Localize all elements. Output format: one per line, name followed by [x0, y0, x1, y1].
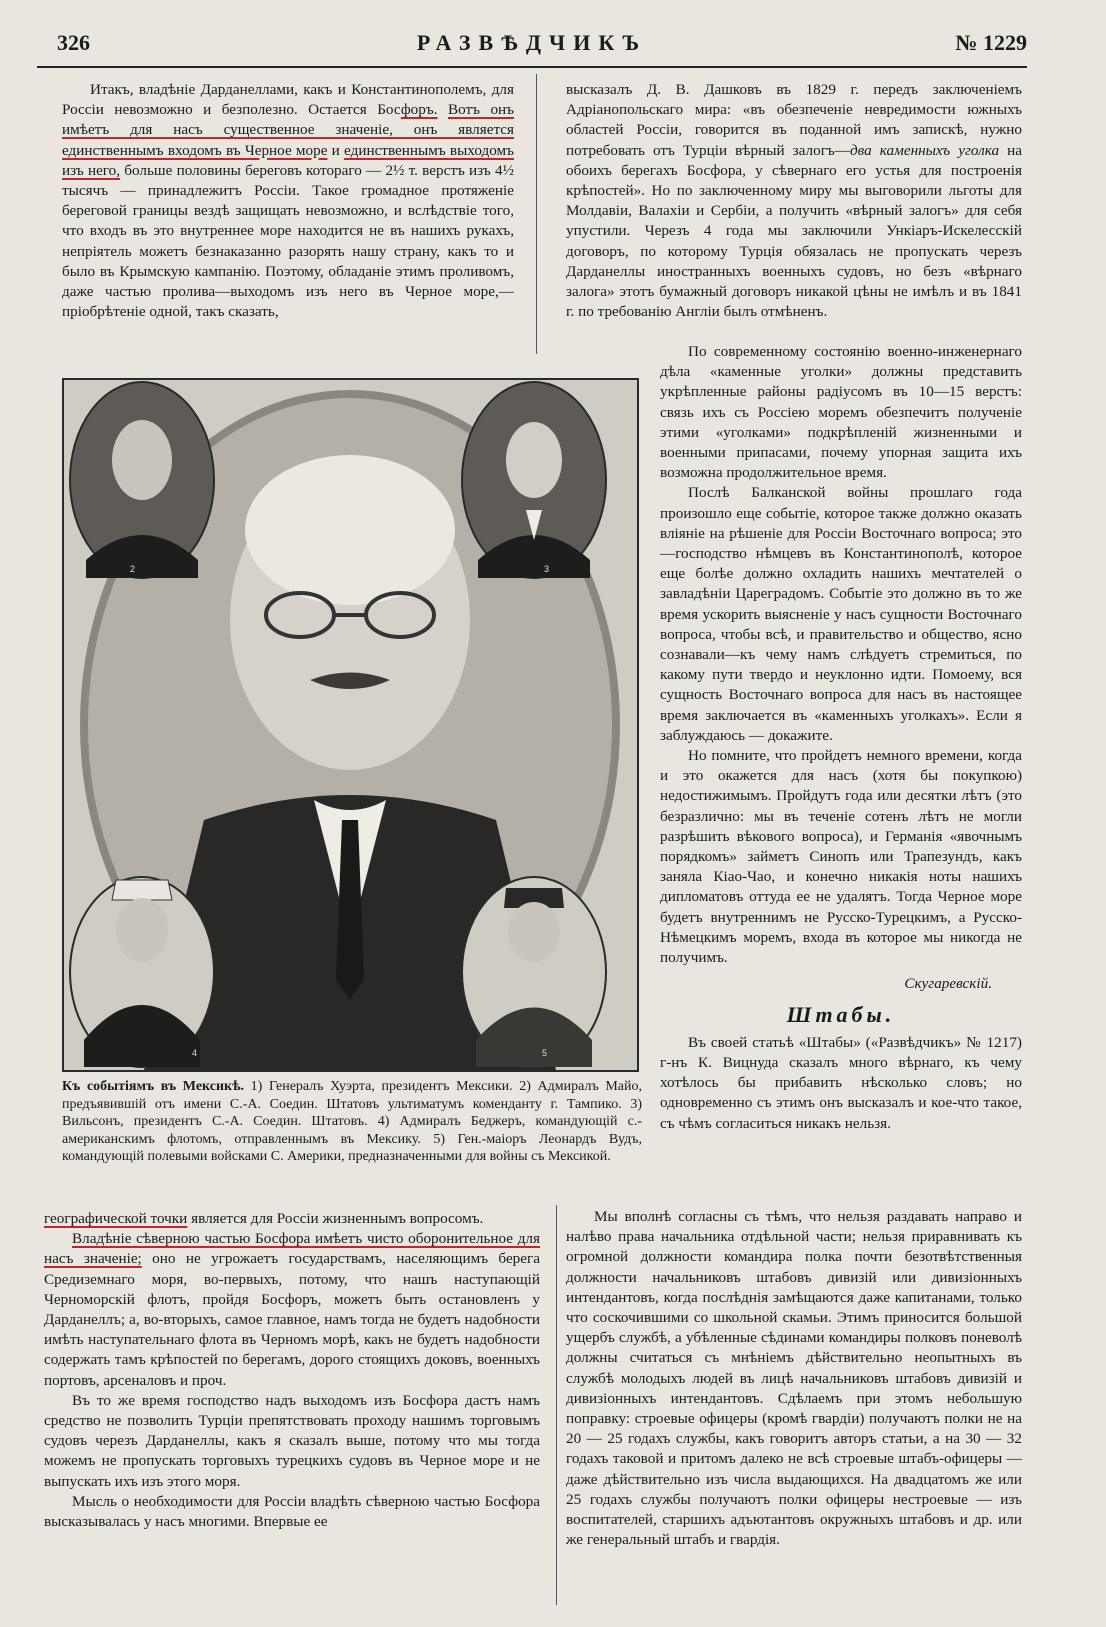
portrait-label-2: 2 [130, 564, 136, 574]
paragraph: высказалъ Д. В. Дашковъ въ 1829 г. передъ заключеніемъ Адріанопольскаго мира: «въ обезпеченіе невредимости южныхъ областей Россіи, говорится въ поданной имъ запискѣ, нужно потребовать отъ Турціи вѣрный залогъ—два каменныхъ уголка на обоихъ берегахъ Босфора, у сѣвернаго его устья для построенія крѣпостей». Но по заключенному миру мы выговорили льготы для Молдавіи, Валахіи и Сербіи, а получить «вѣрный залогъ» для себя упустили. Черезъ 4 года мы заключили Ункіаръ-Искелесскій договоръ, по которому Турція обязалась не пропускать черезъ Дарданеллы иностранныхъ военныхъ судовъ, но безъ «вѣрнаго залога» этотъ бумажный договоръ никакой цѣны не имѣлъ и въ 1841 г. по требованію Англіи былъ отмѣненъ. [566, 81, 1022, 321]
underlined-text: единственнымъ выходомъ изъ него, [62, 141, 514, 179]
page-header [37, 30, 1027, 66]
underlined-text: Вотъ онъ имѣетъ для насъ существенное значеніе, онъ является единственнымъ входомъ въ Черное море [62, 101, 515, 159]
underlined-text: Владѣніе сѣверною частью Босфора имѣетъ чисто оборонительное для насъ значеніе; [44, 1230, 540, 1268]
paragraph: Мысль о необходимости для Россіи владѣть сѣверною частью Босфора высказывалась у насъ многими. Впервые ее [44, 1492, 540, 1531]
author-signature: Скугаревскій. [904, 975, 992, 993]
caption-text: 1) Генералъ Хуэрта, президентъ Мексики. 2) Адмиралъ Майо, предъявившій отъ имени С.-А. Соедин. Штатовъ ультиматумъ коменданту г. Тампико. 3) Вильсонъ, президентъ С.-А. Соедин. Штатовъ. 4) Адмиралъ Беджеръ, командующій с.-американскимъ флотомъ, отправленнымъ въ Мексику. 5) Ген.-маіоръ Леонардъ Вудъ, командующій полевыми войсками С. Америки, предназначенными для войны съ Мексикой. [62, 1079, 642, 1164]
paragraph: Въ своей статьѣ «Штабы» («Развѣдчикъ» № 1217) г-нъ К. Вицнуда сказалъ много вѣрнаго, къ чему хотѣлось бы прибавить нѣсколько словъ; но одновременно съ этимъ онъ высказалъ и кое-что такое, съ чѣмъ согласиться никакъ нельзя. [660, 1033, 1022, 1132]
underlined-text: форъ. [400, 101, 438, 119]
paragraph: Въ то же время господство надъ выходомъ изъ Босфора дастъ намъ средство не позволить Турціи препятствовать проходу нашимъ торговымъ судовъ черезъ Дарданеллы, какъ я сказалъ выше, потому что мы тогда можемъ не пропускать торговыхъ турецкихъ судовъ въ Черное море и не выпускать ихъ изъ этого моря. [44, 1391, 540, 1490]
column-divider-top [536, 74, 537, 354]
column-divider-bottom [556, 1205, 557, 1605]
paragraph: Но помните, что пройдетъ немного времени, когда и это окажется для насъ (хотя бы покупкою) недостижимымъ. Пройдутъ года или десятки лѣтъ (это безразлично: мы въ теченіе сотенъ лѣтъ не могли разрѣшить вѣкового вопроса), и Германія «явочнымъ порядкомъ» займетъ Синопъ или Трапезундъ, какъ заняла Кіао-Чао, и конечно никакія ноты нашихъ дипломатовъ оттуда ее не удалятъ. Тогда Черное море будетъ внутреннимъ не Русско-Турецкимъ, а Русско-Нѣмецкимъ моремъ, входа въ которое мы никогда не получимъ. [660, 747, 1022, 967]
masthead-title: РАЗВѢДЧИКЪ [416, 30, 648, 55]
left-column-bottom [44, 1209, 540, 1532]
left-column-top [62, 80, 514, 322]
section-title: Штабы. [786, 1001, 896, 1027]
underlined-text: географической точки [44, 1210, 188, 1227]
paragraph: Мы вполнѣ согласны съ тѣмъ, что нельзя раздавать направо и налѣво права начальника отдѣльной части; нельзя приравнивать къ огромной должности командира полка почти безотвѣтственныя должности начальниковъ штабовъ дивизій или дивизіонныхъ интендантовъ, когда послѣднія замѣщаются даже капитанами, только что соскочившими со школьной скамьи. Этимъ приносится большой ущербъ службѣ, а убѣленные сѣдинами командиры полковъ поневолѣ должны считаться съ мнѣніемъ дѣйствительно неопытныхъ въ службѣ молодыхъ людей въ лицѣ начальниковъ штабовъ дивизій и дивизіонныхъ интендантовъ. Сдѣлаемъ при этомъ небольшую поправку: строевые офицеры (кромѣ гвардіи) получаютъ полки не на 20 — 25 годахъ службы, какъ говоритъ авторъ статьи, а на 30 — 32 годахъ таковой и притомъ далеко не всѣ строевые штабъ-офицеры — даже дѣйствительно изъ числа выдающихся. На двадцатомъ же или 25 годахъ службы получаютъ полки офицеры нестроевые — изъ воспитателей, старшихъ адъютантовъ окружныхъ штабовъ и др. или же генеральный штабъ и гвардія. [566, 1208, 1022, 1549]
paragraph: Итакъ, владѣніе Дарданеллами, какъ и Константинополемъ, для Россіи невозможно и безполезно. Остается Босфоръ. Вотъ онъ имѣетъ для насъ существенное значеніе, онъ является единственнымъ входомъ въ Черное море и единственнымъ выходомъ изъ него, больше половины береговъ котораго — 2½ т. верстъ изъ 4½ тысячъ — принадлежитъ Россіи. Такое громадное протяженіе береговой границы вездѣ защищать невозможно, и вслѣдствіе того, что входъ въ это внутреннее море находится не въ нашихъ рукахъ, непріятель можетъ безнаказанно разорять нашу страну, какъ то и было въ Крымскую кампанію. Поэтому, обладаніе этимъ проливомъ, даже частью пролива—выходомъ изъ него въ Черное море,—пріобрѣтеніе одной, такъ сказать, [62, 81, 515, 321]
portrait-collage-photo [62, 378, 639, 1072]
issue-number: № 1229 [955, 30, 1027, 55]
paragraph: Послѣ Балканской войны прошлаго года произошло еще событіе, которое также должно оказать вліяніе на рѣшеніе для Россіи Восточнаго вопроса; это—господство нѣмцевъ въ Константинополѣ, которое еще болѣе должно охладить нашихъ мечтателей о завладѣніи Цареградомъ. Событіе это должно въ то же время ускорить выясненіе у насъ сущности Восточнаго вопроса, чтобы всѣ, и правительство и общество, ясно сознавали—къ чему намъ слѣдуетъ стремиться, по какому пути твердо и неуклонно идти. Помоему, вся сущность Восточнаго вопроса для насъ въ настоящее время заключается въ «каменныхъ уголкахъ». Если я заблуждаюсь — докажите. [660, 484, 1022, 744]
portrait-label-3: 3 [544, 564, 550, 574]
caption-title: Къ событіямъ въ Мексикѣ. [62, 1079, 245, 1094]
paragraph: По современному состоянію военно-инженернаго дѣла «каменные уголки» должны представить укрѣпленные районы радіусомъ въ 10—15 верстъ: связь ихъ съ Россіею моремъ обезпечитъ полученіе этими «уголками» подкрѣпленій жизненными и военными припасами, почему упорная защита ихъ возможна продолжительное время. [660, 343, 1022, 482]
right-column [566, 80, 1022, 322]
paragraph: Владѣніе сѣверною частью Босфора имѣетъ чисто оборонительное для насъ значеніе; оно не угрожаетъ государствамъ, населяющимъ берега Средиземнаго моря, во-первыхъ, потому, что нашъ наступающій Черноморскій флотъ, пройдя Босфоръ, можетъ быть остановленъ у Дарданеллъ; а, во-вторыхъ, самое главное, намъ тогда не будетъ надобности имѣть наступательнаго флота въ Черномъ морѣ, какъ не будетъ надобности содержать тамъ крѣпостей по берегамъ, дорого стоящихъ доковъ, военныхъ портовъ, арсеналовъ и проч. [44, 1230, 540, 1389]
photo-caption [62, 1078, 642, 1166]
portrait-label-5: 5 [542, 1048, 548, 1058]
right-column-mid [660, 342, 1022, 1134]
portrait-label-4: 4 [192, 1048, 198, 1058]
portrait-collage-image [64, 380, 637, 1070]
page-number: 326 [57, 30, 90, 55]
header-rule [37, 66, 1027, 68]
paragraph: географической точки является для Россіи жизненнымъ вопросомъ. [44, 1210, 484, 1227]
right-column-bottom [566, 1207, 1022, 1550]
